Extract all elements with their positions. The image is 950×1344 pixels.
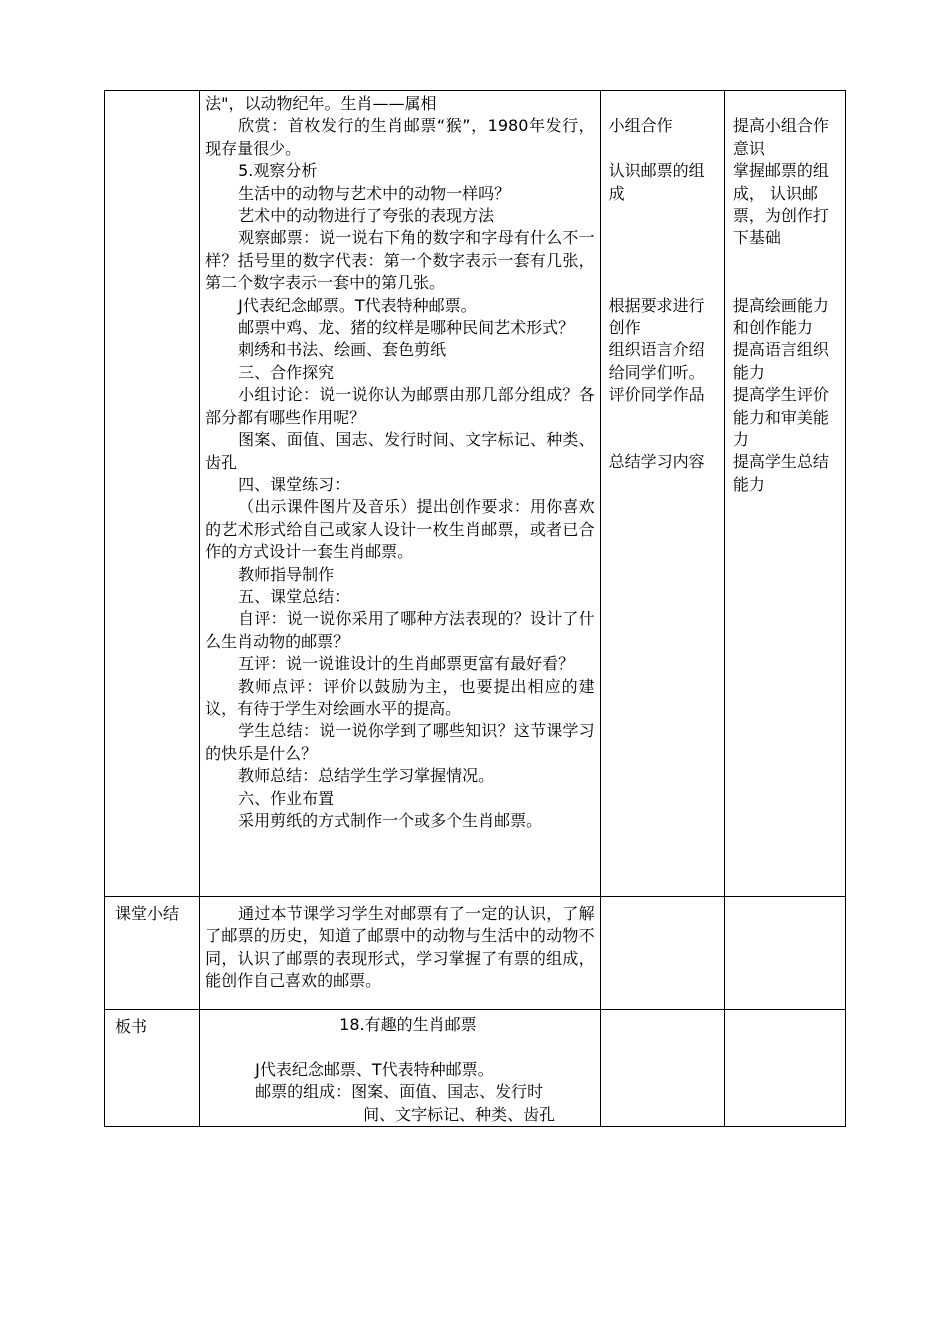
board-line: J代表纪念邮票、T代表特种邮票。 <box>255 1059 494 1079</box>
process-line: 四、课堂练习： <box>238 474 351 494</box>
process-line: 刺绣和书法、绘画、套色剪纸 <box>238 340 447 360</box>
board-title: 18.有趣的生肖邮票 <box>339 1015 477 1034</box>
lesson-plan-table <box>104 90 846 1127</box>
activity-item: 认识邮票的组成 <box>608 161 705 203</box>
activity-item: 总结学习内容 <box>608 452 705 472</box>
board-empty-cell-2 <box>724 1010 845 1127</box>
process-line: 自评：说一说你采用了哪种方法表现的？设计了什么生肖动物的邮票？ <box>205 609 595 651</box>
activity-item: 组织语言介绍给同学们听。 <box>608 340 705 382</box>
process-line: 三、合作探究 <box>238 362 335 382</box>
process-line: 小组讨论：说一说你认为邮票由那几部分组成？各部分都有哪些作用呢？ <box>205 385 595 427</box>
process-line: 五、课堂总结： <box>238 586 351 606</box>
process-line: 观察邮票：说一说右下角的数字和字母有什么不一样？括号里的数字代表：第一个数字表示一套有几张，第二个数字表示一套中的第几张。 <box>205 228 595 293</box>
board-label: 板书 <box>105 1010 200 1127</box>
process-label-cell <box>105 91 200 897</box>
process-line: J代表纪念邮票。T代表特种邮票。 <box>238 295 477 315</box>
intent-item: 提高学生评价能力和审美能力 <box>732 385 829 450</box>
process-line: 教师总结：总结学生学习掌握情况。 <box>238 766 495 786</box>
board-line: 间、文字标记、种类、齿孔 <box>363 1104 556 1124</box>
board-line: 邮票的组成：图案、面值、国志、发行时 <box>255 1082 544 1102</box>
teaching-process-cell <box>200 91 601 897</box>
process-line: 互评：说一说谁设计的生肖邮票更富有最好看？ <box>238 654 575 674</box>
process-line: 学生总结：说一说你学到了哪些知识？这节课学习的快乐是什么？ <box>205 721 595 763</box>
intent-item: 提高学生总结能力 <box>732 452 829 494</box>
activity-item: 评价同学作品 <box>608 385 705 405</box>
board-row <box>105 1010 846 1127</box>
summary-label: 课堂小结 <box>105 897 200 1010</box>
intent-item: 提高绘画能力和创作能力 <box>732 295 829 338</box>
process-line: （出示课件图片及音乐）提出创作要求：用你喜欢的艺术形式给自己或家人设计一枚生肖邮票，或者已合作的方式设计一套生肖邮票。 <box>205 497 595 562</box>
summary-text: 通过本节课学习学生对邮票有了一定的认识，了解了邮票的历史，知道了邮票中的动物与生活中的动物不同，认识了邮票的表现形式，学习掌握了有票的组成，能创作自己喜欢的邮票。 <box>205 904 595 991</box>
board-empty-cell-1 <box>600 1010 724 1127</box>
process-line: 欣赏：首枚发行的生肖邮票“猴”，1980年发行，现存量很少。 <box>205 116 595 158</box>
intent-item: 提高小组合作意识 <box>732 116 829 158</box>
process-line: 图案、面值、国志、发行时间、文字标记、种类、齿孔 <box>205 430 595 472</box>
summary-cell <box>200 897 601 1010</box>
design-intent-cell <box>724 91 845 897</box>
process-row <box>105 91 846 897</box>
process-line: 六、作业布置 <box>238 788 335 808</box>
process-line: 5.观察分析 <box>238 161 318 181</box>
activity-item: 根据要求进行创作 <box>608 295 705 337</box>
process-line: 生活中的动物与艺术中的动物一样吗？ <box>238 183 511 203</box>
student-activity-cell <box>600 91 724 897</box>
summary-row <box>105 897 846 1010</box>
activity-item: 小组合作 <box>608 116 673 136</box>
summary-empty-cell-1 <box>600 897 724 1010</box>
process-line: 教师指导制作 <box>238 564 335 584</box>
board-cell <box>200 1010 601 1127</box>
intent-item: 提高语言组织能力 <box>732 340 829 382</box>
process-line: 艺术中的动物进行了夸张的表现方法 <box>238 206 495 226</box>
intent-item: 掌握邮票的组成， 认识邮票，为创作打下基础 <box>732 161 829 248</box>
summary-empty-cell-2 <box>724 897 845 1010</box>
process-line: 采用剪纸的方式制作一个或多个生肖邮票。 <box>238 811 543 830</box>
process-line: 教师点评：评价以鼓励为主，也要提出相应的建议，有待于学生对绘画水平的提高。 <box>205 676 595 718</box>
process-line: 法"，以动物纪年。生肖——属相 <box>205 94 437 113</box>
process-line: 邮票中鸡、龙、猪的纹样是哪种民间艺术形式？ <box>238 318 575 338</box>
